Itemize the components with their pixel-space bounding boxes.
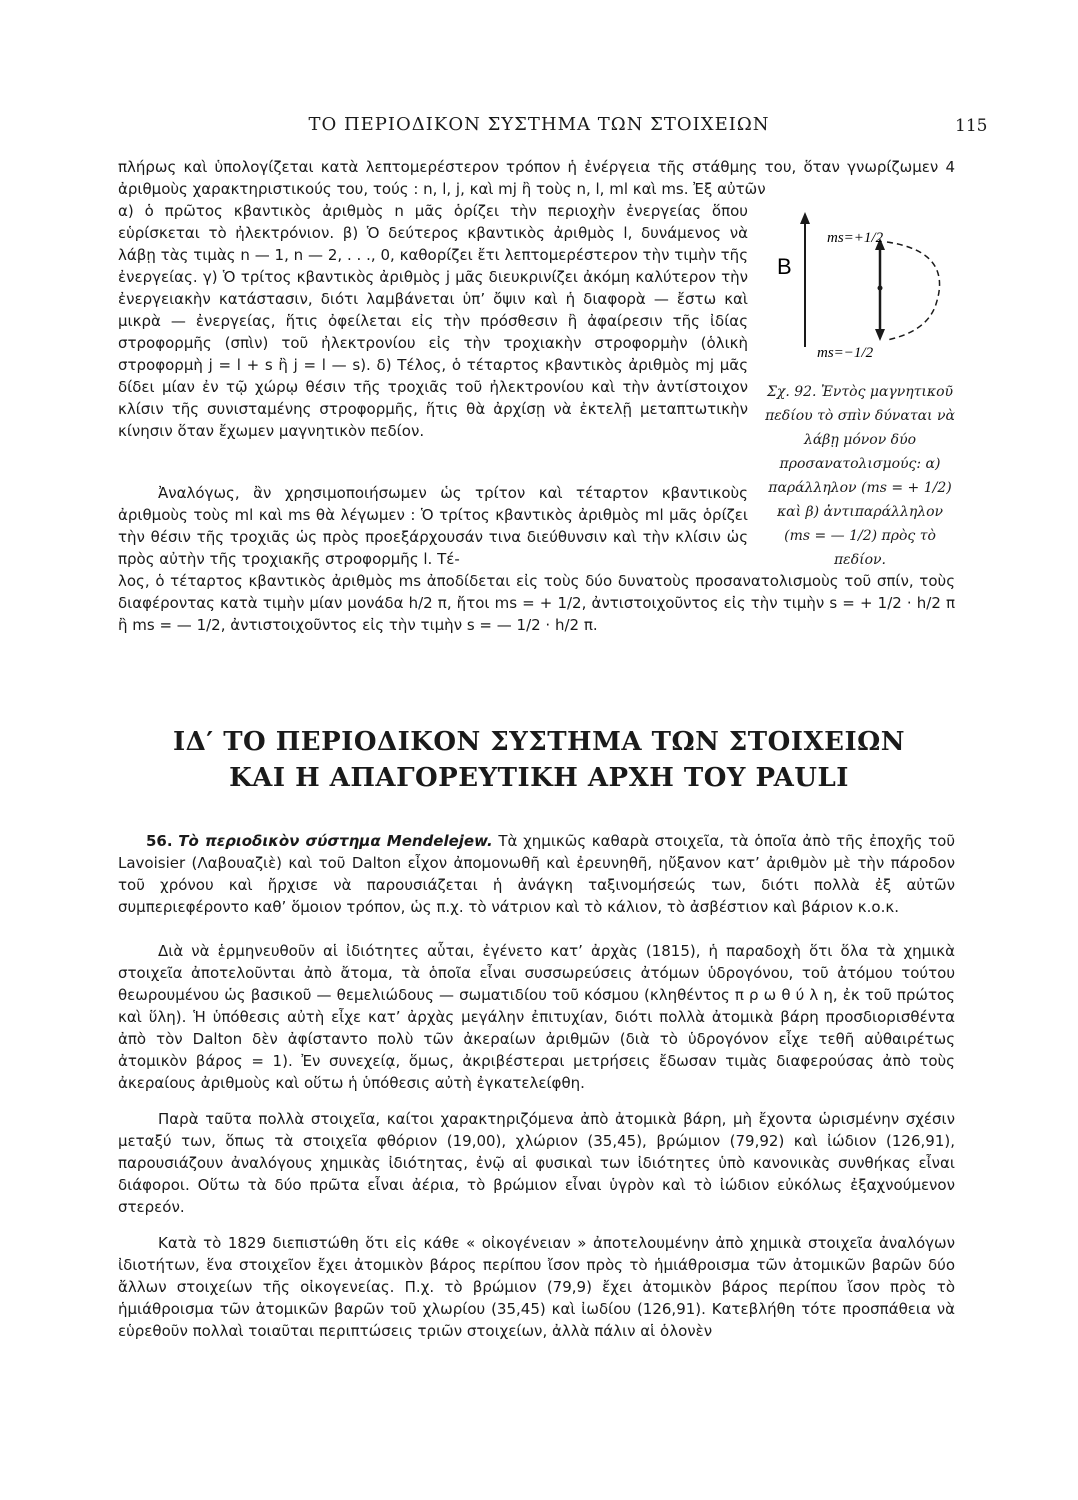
spin-figure — [765, 192, 955, 372]
intro-paragraph-4: λος, ὁ τέταρτος κβαντικὸς ἀριθμὸς ms ἀποδίδεται εἰς τοὺς δύο δυνατοὺς προσανατολισμοὺς τοῦ σπίν, τοὺς διαφέροντας κατὰ τιμὴν μίαν μονάδα h/2 π, ἤτοι ms = + 1/2, ἀντιστοιχοῦντος εἰς τὴν τιμὴν s = + 1/2 · h/2 π ἢ ms = — 1/2, ἀντιστοιχοῦντος εἰς τὴν τιμὴν s = — 1/2 · h/2 π. — [118, 572, 955, 634]
page-number: 115 — [955, 116, 988, 136]
spin-center-dot — [878, 286, 883, 291]
spin-down-arrow-head — [875, 329, 885, 341]
spin-down-label: ms=−1/2 — [817, 345, 874, 361]
precession-arc — [887, 242, 940, 340]
intro-paragraph-1: πλήρως καὶ ὑπολογίζεται κατὰ λεπτομερέστερον τρόπον ἡ ἐνέργεια τῆς στάθμης του, ὅταν γνωρίζωμεν 4 ἀριθμοὺς χαρακτηριστικούς του, τούς : n, l, j, καὶ mj ἢ τοὺς n, l, ml καὶ ms. Ἐξ αὐτῶν — [118, 158, 955, 198]
intro-paragraph-2: α) ὁ πρῶτος κβαντικὸς ἀριθμὸς n μᾶς ὁρίζει τὴν περιοχὴν ἐνεργείας ὅπου εὑρίσκεται τὸ ἠλεκτρόνιον. β) Ὁ δεύτερος κβαντικὸς ἀριθμὸς l, δυνάμενος νὰ λάβῃ τὰς τιμὰς n — 1, n — 2, . . ., 0, καθορίζει ἔτι λεπτομερέστερον τὴν τιμὴν τῆς ἐνεργείας. γ) Ὁ τρίτος κβαντικὸς ἀριθμὸς j μᾶς διευκρινίζει ἀκόμη καλύτερον τὴν ἐνεργειακὴν κατάστασιν, διότι λαμβάνεται ὑπ’ ὄψιν καὶ ἡ διαφορὰ — ἔστω καὶ μικρὰ — ἐνεργείας, ἥτις ὀφείλεται εἰς τὴν πρόσθεσιν ἢ ἀφαίρεσιν τῆς ἰδίας στροφορμῆς (σπὶν) τοῦ ἠλεκτρονίου εἰς τὴν τροχιακὴν στροφορμὴν (ὁλικὴ στροφορμὴ j = l + s ἢ j = l — s). δ) Τέλος, ὁ τέταρτος κβαντικὸς ἀριθμὸς mj μᾶς δίδει μίαν ἐν τῷ χώρῳ θέσιν τῆς τροχιᾶς τοῦ ἠλεκτρονίου καὶ τὴν ἀντίστοιχον κλίσιν τῆς συνισταμένης στροφορμῆς, ἥτις θὰ ἀρχίσῃ νὰ ἐκτελῇ μεταπτωτικὴν κίνησιν ὅταν ἔχωμεν μαγνητικὸν πεδίον. — [118, 202, 748, 440]
section-56-paragraph-3: Παρὰ ταῦτα πολλὰ στοιχεῖα, καίτοι χαρακτηριζόμενα ἀπὸ ἀτομικὰ βάρη, μὴ ἔχοντα ὡρισμένην σχέσιν μεταξύ των, ὅπως τὰ στοιχεῖα φθόριον (19,00), χλώριον (35,45), βρώμιον (79,92) καὶ ἰώδιον (126,91), παρουσιάζουν ἀναλόγους χημικὰς ἰδιότητας, ἐνῷ αἱ φυσικαὶ των ἰδιότητες ὑπὸ κανονικὰς συνθήκας εἶναι διάφοροι. Οὕτω τὰ δύο πρῶτα εἶναι ἀέρια, τὸ βρώμιον εἶναι ὑγρὸν καὶ τὸ ἰώδιον εὐκόλως ἐξαχνούμενον στερεόν. — [118, 1110, 955, 1216]
section-title: Τὸ περιοδικὸν σύστημα Mendelejew. — [178, 832, 493, 850]
section-56-paragraph-1 — [118, 830, 955, 918]
section-56-paragraph-2: Διὰ νὰ ἑρμηνευθοῦν αἱ ἰδιότητες αὗται, ἐγένετο κατ’ ἀρχὰς (1815), ἡ παραδοχὴ ὅτι ὅλα τὰ χημικὰ στοιχεῖα ἀποτελοῦνται ἀπὸ ἄτομα, τὰ ὁποῖα εἶναι συσσωρεύσεις ἀτόμων ὑδρογόνου, τοῦ ἀτόμου τούτου θεωρουμένου ὡς βασικοῦ — θεμελιώδους — σωματιδίου τοῦ κόσμου (κληθέντος π ρ ω θ ύ λ η, ἐκ τοῦ πρώτος καὶ ὕλη). Ἡ ὑπόθεσις αὐτὴ εἶχε κατ’ ἀρχὰς μεγάλην ἐπιτυχίαν, διότι πολλὰ ἀτομικὰ βάρη προσδιορισθέντα ἀπὸ τὸν Dalton δὲν ἀφίσταντο πολὺ τῶν ἀκεραίων ἀριθμῶν (διὰ τὸ ὑδρογόνον εἶχε τεθῆ αὐθαιρέτως ἀτομικὸν βάρος = 1). Ἐν συνεχείᾳ, ὅμως, ἀκριβέστεραι μετρήσεις ἔδωσαν τιμὰς διαφερούσας ἀπὸ τοὺς ἀκεραίους ἀριθμοὺς καὶ οὕτω ἡ ὑπόθεσις αὐτὴ ἐγκατελείφθη. — [118, 942, 955, 1092]
section-56-paragraph-4: Κατὰ τὸ 1829 διεπιστώθη ὅτι εἰς κάθε « οἰκογένειαν » ἀποτελουμένην ἀπὸ χημικὰ στοιχεῖα ἀναλόγων ἰδιοτήτων, ἕνα στοιχεῖον ἔχει ἀτομικὸν βάρος περίπου ἴσον πρὸς τὸ ἡμιάθροισμα τῶν ἀτομικῶν βαρῶν δύο ἄλλων στοιχείων τῆς οἰκογενείας. Π.χ. τὸ βρώμιον (79,9) ἔχει ἀτομικὸν βάρος περίπου ἴσον πρὸς τὸ ἡμιάθροισμα τῶν ἀτομικῶν βαρῶν τοῦ χλωρίου (35,45) καὶ ἰωδίου (126,91). Κατεβλήθη τότε προσπάθεια νὰ εὑρεθοῦν πολλαὶ τοιαῦται περιπτώσεις τριῶν στοιχείων, ἀλλὰ πάλιν αἱ ὁλονὲν — [118, 1234, 955, 1340]
figure-caption: Σχ. 92. Ἐντὸς μαγνητικοῦ πεδίου τὸ σπὶν δύναται νὰ λάβῃ μόνον δύο προσανατολισμούς: α) παράλληλον (ms = + 1/2) καὶ β) ἀντιπαράλληλον (ms = — 1/2) πρὸς τὸ πεδίον. — [765, 384, 955, 568]
section-number: 56. — [146, 832, 173, 850]
section-text-1: Τὰ χημικῶς καθαρὰ στοιχεῖα, τὰ ὁποῖα ἀπὸ τῆς ἐποχῆς τοῦ Lavoisier (Λαβουαζιὲ) καὶ τοῦ Dalton εἶχον ἀπομονωθῆ καὶ ἐρευνηθῆ, ηὔξανον κατ’ ἀριθμὸν μὲ τὴν πάροδον τοῦ χρόνου καὶ ἤρχισε νὰ παρουσιάζεται ἡ ἀνάγκη ταξινομήσεώς των, διότι πολλὰ ἐξ αὐτῶν συμπεριεφέροντο καθ’ ὅμοιον τρόπον, ὡς π.χ. τὸ νάτριον καὶ τὸ κάλιον, τὸ ἀσβέστιον καὶ βάριον κ.ο.κ. — [118, 832, 956, 916]
spin-diagram — [765, 192, 955, 372]
chapter-title-line-2: ΚΑΙ Η ΑΠΑΓΟΡΕΥΤΙΚΗ ΑΡΧΗ ΤΟΥ PAULI — [229, 763, 849, 793]
chapter-title-line-1: ΙΔ′ ΤΟ ΠΕΡΙΟΔΙΚΟΝ ΣΥΣΤΗΜΑ ΤΩΝ ΣΤΟΙΧΕΙΩΝ — [172, 727, 906, 757]
field-label-B: B — [777, 254, 792, 279]
field-arrow-head — [800, 212, 810, 224]
running-title: ΤΟ ΠΕΡΙΟΔΙΚΟΝ ΣΥΣΤΗΜΑ ΤΩΝ ΣΤΟΙΧΕΙΩΝ — [308, 114, 770, 135]
intro-paragraph-3: Ἀναλόγως, ἂν χρησιμοποιήσωμεν ὡς τρίτον καὶ τέταρτον κβαντικοὺς ἀριθμοὺς τοὺς ml καὶ ms θὰ λέγωμεν : Ὁ τρίτος κβαντικὸς ἀριθμὸς ml μᾶς ὁρίζει τὴν θέσιν τῆς τροχιᾶς ὡς πρὸς προεξάρχουσάν τινα διεύθυνσιν καὶ τὴν κλίσιν ὡς πρὸς αὐτὴν τῆς τροχιακῆς στροφορμῆς l. Τέ- — [118, 484, 748, 568]
running-header — [0, 114, 1078, 138]
spin-up-label: ms=+1/2 — [827, 230, 884, 246]
